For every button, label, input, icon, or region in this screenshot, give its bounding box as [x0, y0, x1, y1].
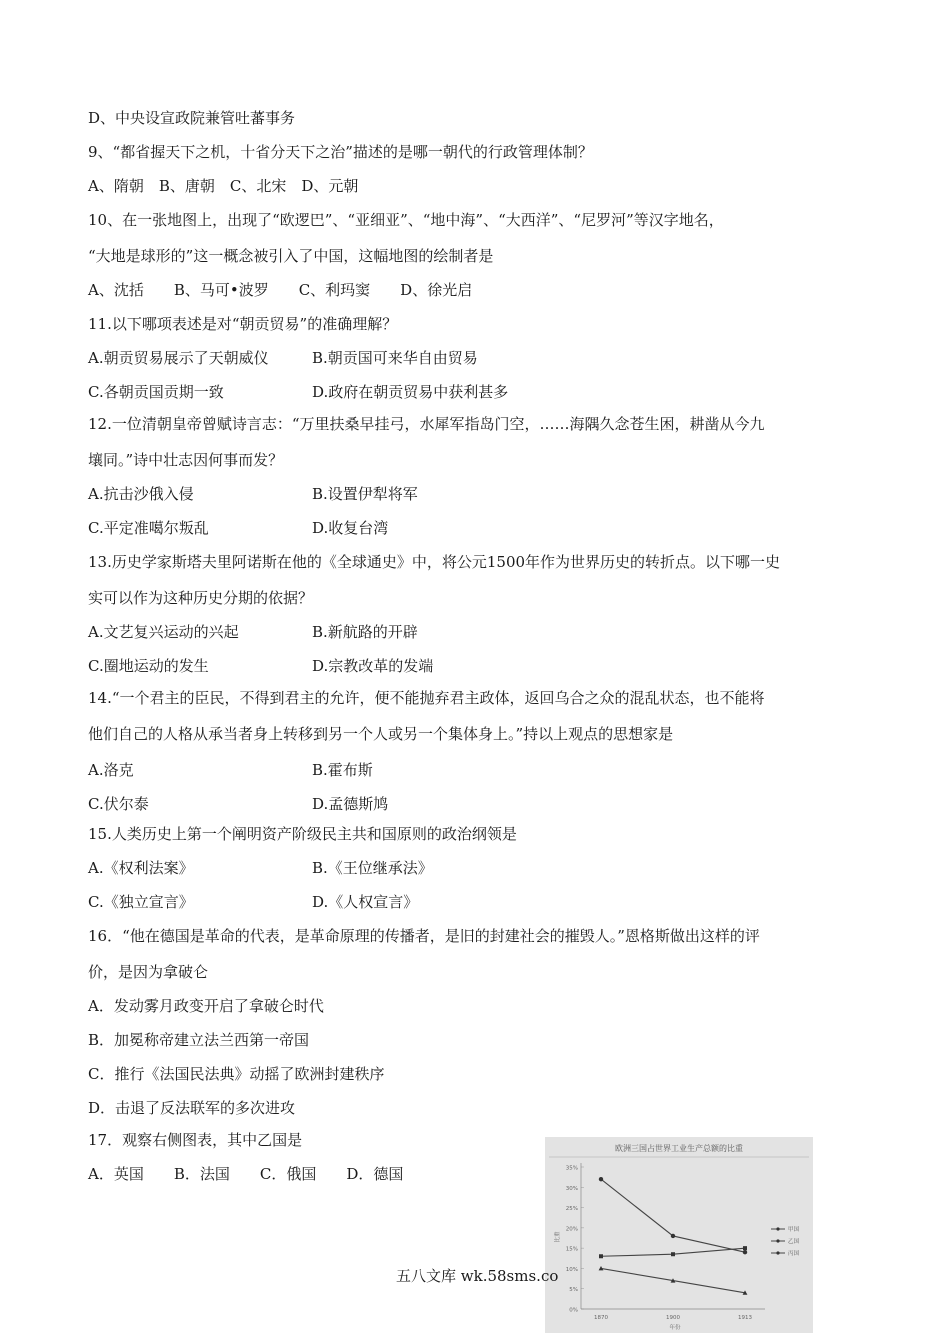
question-line-q17opts: A．英国 B．法国 C．俄国 D．德国	[88, 1165, 404, 1183]
question-line-q15: 15.人类历史上第一个阐明资产阶级民主共和国原则的政治纲领是	[88, 825, 517, 843]
option-left-q13r2: C.圈地运动的发生	[88, 657, 209, 675]
question-line-q13b: 实可以作为这种历史分期的依据？	[88, 589, 314, 607]
question-line-q12b: 壤同。”诗中壮志因何事而发？	[88, 451, 284, 469]
question-line-q12a: 12.一位清朝皇帝曾赋诗言志：“万里扶桑早挂弓，水犀军指岛门空，……海隅久念苍生困，耕凿从今九	[88, 415, 765, 433]
legend-marker	[776, 1227, 779, 1230]
question-line-q16C: C．推行《法国民法典》动摇了欧洲封建秩序	[88, 1065, 385, 1083]
data-point	[671, 1234, 675, 1238]
option-left-q14r1: A.洛克	[88, 761, 134, 779]
option-right-q11r1: B.朝贡国可来华自由贸易	[312, 349, 478, 367]
industrial-share-chart	[545, 1137, 813, 1333]
x-tick-label: 1900	[666, 1315, 680, 1321]
question-line-q16B: B．加冕称帝建立法兰西第一帝国	[88, 1031, 310, 1049]
chart-title: 欧洲三国占世界工业生产总额的比重	[615, 1144, 743, 1153]
data-point	[743, 1246, 747, 1250]
legend-marker	[776, 1251, 779, 1254]
data-point	[599, 1254, 603, 1258]
question-line-q11: 11.以下哪项表述是对“朝贡贸易”的准确理解？	[88, 315, 398, 333]
y-tick-label: 10%	[565, 1266, 578, 1273]
question-line-q16a: 16．“他在德国是革命的代表，是革命原理的传播者，是旧的封建社会的摧毁人。”恩格斯做出这样的评	[88, 927, 760, 945]
option-left-q11r2: C.各朝贡国贡期一致	[88, 383, 224, 401]
x-tick-label: 1870	[594, 1315, 608, 1321]
y-tick-label: 15%	[565, 1246, 578, 1253]
question-line-q10a: 10、在一张地图上，出现了“欧逻巴”、“亚细亚”、“地中海”、“大西洋”、“尼罗河”等汉字地名，	[88, 211, 724, 229]
question-line-q8d: D、中央设宣政院兼管吐蕃事务	[88, 109, 296, 127]
data-point	[671, 1252, 675, 1256]
legend-label: 甲国	[788, 1227, 800, 1233]
question-line-q9: 9、“都省握天下之机，十省分天下之治”描述的是哪一朝代的行政管理体制？	[88, 143, 593, 161]
question-line-q10opts: A、沈括 B、马可•波罗 C、利玛窦 D、徐光启	[88, 281, 473, 299]
y-tick-label: 20%	[565, 1226, 578, 1233]
legend-label: 丙国	[788, 1251, 800, 1257]
line-chart	[545, 1137, 813, 1333]
y-tick-label: 5%	[569, 1287, 578, 1294]
y-tick-label: 30%	[565, 1185, 578, 1192]
option-left-q14r2: C.伏尔泰	[88, 795, 149, 813]
option-left-q15r2: C.《独立宣言》	[88, 893, 194, 911]
legend-marker	[776, 1239, 779, 1242]
question-line-q9opts: A、隋朝 B、唐朝 C、北宋 D、元朝	[88, 177, 359, 195]
x-axis-label: 年份	[669, 1325, 681, 1331]
question-line-q10b: “大地是球形的”这一概念被引入了中国，这幅地图的绘制者是	[88, 247, 494, 265]
option-right-q14r2: D.孟德斯鸠	[312, 795, 389, 813]
x-tick-label: 1913	[738, 1315, 752, 1321]
option-right-q15r1: B.《王位继承法》	[312, 859, 433, 877]
question-line-q16A: A．发动雾月政变开启了拿破仑时代	[88, 997, 324, 1015]
option-right-q12r1: B.设置伊犁将军	[312, 485, 418, 503]
option-right-q14r1: B.霍布斯	[312, 761, 373, 779]
question-line-q17: 17．观察右侧图表，其中乙国是	[88, 1131, 303, 1149]
question-line-q14a: 14.“一个君主的臣民，不得到君主的允许，便不能抛弃君主政体，返回乌合之众的混乱状态，也不能将	[88, 689, 765, 707]
legend-label: 乙国	[788, 1239, 800, 1245]
question-line-q16D: D．击退了反法联军的多次进攻	[88, 1099, 296, 1117]
option-left-q15r1: A.《权利法案》	[88, 859, 194, 877]
option-right-q13r2: D.宗教改革的发端	[312, 657, 434, 675]
option-left-q11r1: A.朝贡贸易展示了天朝威仪	[88, 349, 269, 367]
y-tick-label: 0%	[569, 1307, 578, 1314]
option-right-q13r1: B.新航路的开辟	[312, 623, 418, 641]
question-line-q13a: 13.历史学家斯塔夫里阿诺斯在他的《全球通史》中，将公元1500年作为世界历史的转折点。以下哪一史	[88, 553, 781, 571]
option-right-q11r2: D.政府在朝贡贸易中获利甚多	[312, 383, 509, 401]
series-line-0	[601, 1179, 745, 1252]
option-right-q12r2: D.收复台湾	[312, 519, 389, 537]
y-tick-label: 25%	[565, 1206, 578, 1213]
question-line-q14b: 他们自己的人格从承当者身上转移到另一个人或另一个集体身上。”持以上观点的思想家是	[88, 725, 674, 743]
option-left-q12r2: C.平定准噶尔叛乱	[88, 519, 209, 537]
data-point	[743, 1250, 747, 1254]
option-left-q12r1: A.抗击沙俄入侵	[88, 485, 194, 503]
y-axis-label: 比重	[555, 1231, 561, 1243]
option-left-q13r1: A.文艺复兴运动的兴起	[88, 623, 239, 641]
option-right-q15r2: D.《人权宣言》	[312, 893, 419, 911]
question-line-q16b: 价，是因为拿破仑	[88, 963, 209, 981]
data-point	[599, 1177, 603, 1181]
y-tick-label: 35%	[565, 1165, 578, 1172]
watermark-footer: 五八文库 wk.58sms.co	[396, 1267, 559, 1285]
